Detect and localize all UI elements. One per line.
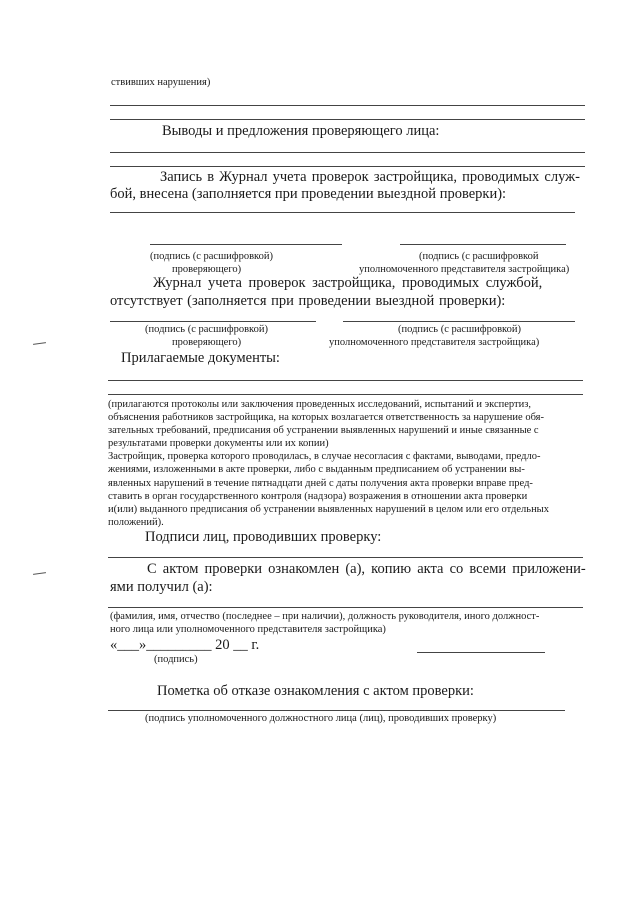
note-line: жениями, изложенными в акте проверки, либо с выданным предписанием об устранении вы-: [108, 464, 525, 476]
journal-entry-line1: Запись в Журнал учета проверок застройщика, проводимых служ-: [160, 169, 580, 185]
margin-mark: [33, 342, 46, 345]
note-line: зательных требований, предписания об устранении выявленных нарушений и иные связанные с: [108, 425, 539, 437]
signature-line: [400, 244, 566, 245]
fio-note-line1: (фамилия, имя, отчество (последнее – при наличии), должность руководителя, иного должност-: [110, 611, 540, 622]
continuation-text: ствивших нарушения): [111, 77, 211, 88]
sig2-left-caption-2: проверяющего): [172, 337, 242, 348]
acquainted-line1: С актом проверки ознакомлен (а), копию акта со всеми приложени-: [147, 561, 586, 577]
conclusions-heading: Выводы и предложения проверяющего лица:: [162, 123, 440, 139]
sig1-left-caption-2: проверяющего): [172, 264, 242, 275]
attached-heading: Прилагаемые документы:: [121, 350, 280, 366]
sign-caption: (подпись): [154, 654, 198, 665]
fill-line: [110, 119, 585, 120]
note-line: и(или) выданного предписания об устранении выявленных нарушений в целом или его отдельных: [108, 503, 549, 515]
fill-line: [108, 557, 583, 558]
note-line: явленных нарушений в течение пятнадцати дней с даты получения акта проверки вправе пред-: [108, 477, 533, 489]
sig2-left-caption-1: (подпись (с расшифровкой): [145, 324, 268, 335]
note-line: объяснения работников застройщика, на которых возлагается ответственность за нарушение обя-: [108, 412, 544, 424]
note-line: (прилагаются протоколы или заключения проведенных исследований, испытаний и экспертиз,: [108, 399, 532, 410]
acquainted-line2: ями получил (а):: [110, 579, 213, 595]
note-line: Застройщик, проверка которого проводилась, в случае несогласия с фактами, выводами, предло-: [108, 451, 541, 463]
attached-note: [108, 398, 587, 529]
fill-line: [108, 710, 565, 711]
fill-line: [110, 212, 575, 213]
sig1-right-caption-1: (подпись (с расшифровкой: [419, 251, 539, 262]
refusal-note: (подпись уполномоченного должностного лица (лиц), проводивших проверку): [145, 713, 497, 724]
date-line: «___»_________ 20 __ г.: [110, 637, 260, 653]
fill-line: [110, 152, 585, 153]
sig2-right-caption-2: уполномоченного представителя застройщика): [329, 337, 540, 348]
refusal-heading: Пометка об отказе ознакомления с актом проверки:: [157, 683, 474, 699]
signature-line: [110, 321, 316, 322]
margin-mark: [33, 572, 46, 575]
fill-line: [108, 394, 583, 395]
note-line: ставить в орган государственного контроля (надзора) возражения в отношении акта проверки: [108, 490, 528, 502]
fill-line: [110, 105, 585, 106]
signature-line: [150, 244, 342, 245]
signatures-heading: Подписи лиц, проводивших проверку:: [145, 529, 382, 545]
journal-absent-line2: отсутствует (заполняется при проведении выездной проверки):: [110, 293, 506, 309]
signature-line: [343, 321, 575, 322]
fill-line: [108, 380, 583, 381]
note-line: положений).: [108, 516, 164, 528]
journal-entry-line2: бой, внесена (заполняется при проведении выездной проверки):: [110, 186, 507, 202]
fio-note-line2: ного лица или уполномоченного представителя застройщика): [110, 624, 386, 635]
sig2-right-caption-1: (подпись (с расшифровкой): [398, 324, 521, 335]
fill-line: [108, 607, 583, 608]
sig1-left-caption-1: (подпись (с расшифровкой): [150, 251, 273, 262]
sig1-right-caption-2: уполномоченного представителя застройщика): [359, 264, 570, 275]
note-line: результатами проверки документы или их копии): [108, 438, 329, 450]
fill-line: [110, 166, 585, 167]
signature-line: [417, 652, 545, 653]
journal-absent-line1: Журнал учета проверок застройщика, проводимых службой,: [153, 275, 543, 291]
